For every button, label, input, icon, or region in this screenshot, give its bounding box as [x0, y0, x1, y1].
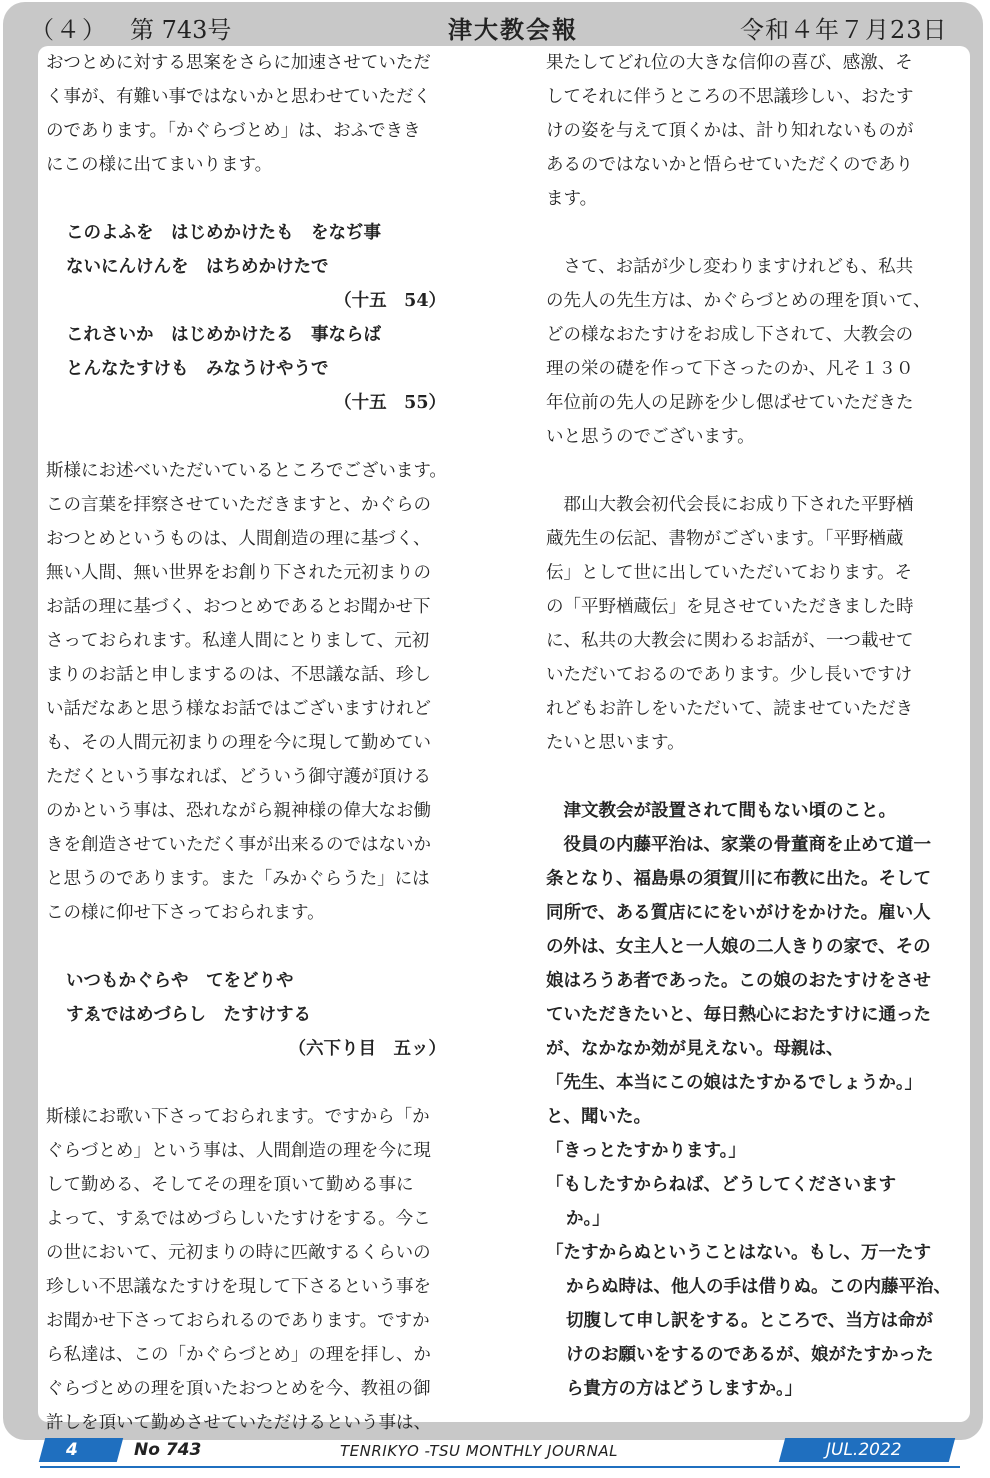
- quoted-text-line: けのお願いをするのであるが、娘がたすかった: [566, 1345, 934, 1365]
- paragraph-spacer: [546, 760, 966, 794]
- text-line: と思うのであります。また「みかぐらうた」には: [46, 869, 430, 889]
- text-line: のかという事は、恐れながら親神様の偉大なお働: [46, 801, 431, 821]
- footer-rule: [40, 1466, 960, 1468]
- verse-line: すゑではめづらし たすけする: [66, 1005, 311, 1025]
- quoted-text-line: 条となり、福島県の須賀川に布教に出た。そして: [546, 869, 931, 889]
- text-line: のであります。「かぐらづとめ」は、おふできき: [46, 121, 421, 141]
- verse-reference: （十五 54）: [334, 291, 446, 311]
- text-line: ただくという事なれば、どういう御守護が頂ける: [46, 767, 431, 787]
- paragraph-spacer: [46, 930, 476, 964]
- quoted-text-line: 役員の内藤平治は、家業の骨董商を止めて道一: [546, 835, 931, 855]
- text-line: さっておられます。私達人間にとりまして、元初: [46, 631, 430, 651]
- quoted-text-line: からぬ時は、他人の手は借りぬ。この内藤平治、: [566, 1277, 951, 1297]
- text-line: 無い人間、無い世界をお創り下された元初まりの: [46, 563, 431, 583]
- footer-journal-name: TENRIKYO -TSU MONTHLY JOURNAL: [340, 1442, 619, 1460]
- verse-line: このよふを はじめかけたも をなぢ事: [66, 223, 381, 243]
- text-line: さて、お話が少し変わりますけれども、私共: [546, 257, 914, 277]
- header-issue-number: 第 743号: [130, 16, 232, 44]
- text-line: 斯様にお歌い下さっておられます。ですから「か: [46, 1107, 430, 1127]
- text-line: この言葉を拝察させていただきますと、かぐらの: [46, 495, 431, 515]
- footer-date: JUL.2022: [826, 1440, 902, 1460]
- text-line: どの様なおたすけをお成し下されて、大教会の: [546, 325, 914, 345]
- text-line: ます。: [546, 189, 598, 209]
- quoted-text-line: 同所で、ある質店ににをいがけをかけた。雇い人: [546, 903, 931, 923]
- verse-line: いつもかぐらや てをどりや: [66, 971, 294, 991]
- text-line: 斯様にお述べいただいているところでございます。: [46, 461, 447, 481]
- text-line: おつとめに対する思案をさらに加速させていただ: [46, 53, 431, 73]
- text-line: く事が、有難い事ではないかと思わせていただく: [46, 87, 431, 107]
- quoted-text-line: ていただきたいと、毎日熱心におたすけに通った: [546, 1005, 931, 1025]
- text-line: してそれに伴うところの不思議珍しい、おたす: [546, 87, 914, 107]
- text-line: お聞かせ下さっておられるのであります。ですか: [46, 1311, 430, 1331]
- text-line: 理の栄の礎を作って下さったのか、凡そ１３０: [546, 359, 914, 379]
- verse-line: とんなたすけも みなうけやうで: [66, 359, 329, 379]
- text-line: いと思うのでございます。: [546, 427, 755, 447]
- quoted-text-line: か。」: [566, 1209, 610, 1229]
- page-footer: [0, 1436, 990, 1466]
- quoted-text-line: ら貴方の方はどうしますか。」: [566, 1379, 803, 1399]
- verse-line: これさいか はじめかけたる 事ならば: [66, 325, 381, 345]
- footer-issue-number: No 743: [134, 1440, 202, 1460]
- text-line: にこの様に出てまいります。: [46, 155, 273, 175]
- text-line: ぐらづとめ」という事は、人間創造の理を今に現: [46, 1141, 431, 1161]
- left-text-column: [46, 46, 476, 1440]
- text-line: の先人の先生方は、かぐらづとめの理を頂いて、: [546, 291, 931, 311]
- right-text-column: [546, 46, 966, 1406]
- text-line: して勤める、そしてその理を頂いて勤める事に: [46, 1175, 414, 1195]
- quoted-text-line: 娘はろうあ者であった。この娘のおたすけをさせ: [546, 971, 931, 991]
- text-line: おつとめというものは、人間創造の理に基づく、: [46, 529, 431, 549]
- paragraph-spacer: [546, 454, 966, 488]
- quoted-text-line: 「もしたすからねば、どうしてくださいます: [546, 1175, 896, 1195]
- paragraph-spacer: [46, 420, 476, 454]
- text-line: に、私共の大教会に関わるお話が、一つ載せて: [546, 631, 914, 651]
- text-line: 蔵先生の伝記、書物がございます。「平野楢蔵: [546, 529, 904, 549]
- text-line: 伝」として世に出していただいております。そ: [546, 563, 913, 583]
- text-line: の「平野楢蔵伝」を見させていただきました時: [546, 597, 914, 617]
- quoted-text-line: と、聞いた。: [546, 1107, 651, 1127]
- text-line: けの姿を与えて頂くかは、計り知れないものが: [546, 121, 914, 141]
- verse-line: ないにんけんを はちめかけたで: [66, 257, 329, 277]
- verse-reference: （十五 55）: [334, 393, 446, 413]
- text-line: まりのお話と申しまするのは、不思議な話、珍し: [46, 665, 431, 685]
- quoted-text-line: 「たすからぬということはない。もし、万一たす: [546, 1243, 931, 1263]
- text-line: 珍しい不思議なたすけを現して下さるという事を: [46, 1277, 431, 1297]
- text-line: きを創造させていただく事が出来るのではないか: [46, 835, 431, 855]
- quoted-text-line: 「先生、本当にこの娘はたすかるでしょうか。」: [546, 1073, 923, 1093]
- quoted-text-line: が、なかなか効が見えない。母親は、: [546, 1039, 844, 1059]
- quoted-text-line: 「きっとたすかります。」: [546, 1141, 746, 1161]
- page-header: [0, 0, 990, 50]
- quoted-text-line: 切腹して申し訳をする。ところで、当方は命が: [566, 1311, 933, 1331]
- header-date: 令和４年７月23日: [740, 16, 948, 44]
- paragraph-spacer: [546, 216, 966, 250]
- text-line: の世において、元初まりの時に匹敵するくらいの: [46, 1243, 431, 1263]
- text-line: も、その人間元初まりの理を今に現して勤めてい: [46, 733, 431, 753]
- footer-page-number: 4: [66, 1440, 78, 1460]
- text-line: 果たしてどれ位の大きな信仰の喜び、感激、そ: [546, 53, 913, 73]
- text-line: たいと思います。: [546, 733, 685, 753]
- text-line: いただいておるのであります。少し長いですけ: [546, 665, 913, 685]
- quoted-text-line: の外は、女主人と一人娘の二人きりの家で、その: [546, 937, 931, 957]
- text-line: れどもお許しをいただいて、読ませていただき: [546, 699, 914, 719]
- paragraph-spacer: [46, 1066, 476, 1100]
- text-line: この様に仰せ下さっておられます。: [46, 903, 325, 923]
- text-line: よって、すゑではめづらしいたすけをする。今こ: [46, 1209, 431, 1229]
- text-line: 年位前の先人の足跡を少し偲ばせていただきた: [546, 393, 914, 413]
- text-line: ら私達は、この「かぐらづとめ」の理を拝し、か: [46, 1345, 431, 1365]
- verse-reference: （六下り目 五ッ）: [288, 1039, 446, 1059]
- header-newsletter-title: 津大教会報: [448, 15, 578, 44]
- text-line: あるのではないかと悟らせていただくのであり: [546, 155, 913, 175]
- paragraph-spacer: [46, 182, 476, 216]
- text-line: ぐらづとめの理を頂いたおつとめを今、教祖の御: [46, 1379, 431, 1399]
- text-line: 許しを頂いて勤めさせていただけるという事は、: [46, 1413, 431, 1433]
- text-line: い話だなあと思う様なお話ではございますけれど: [46, 699, 431, 719]
- quoted-text-line: 津文教会が設置されて間もない頃のこと。: [546, 801, 896, 821]
- text-line: 郡山大教会初代会長にお成り下された平野楢: [546, 495, 914, 515]
- header-page-number: （４）: [30, 16, 108, 44]
- footer-page-badge: [39, 1438, 123, 1462]
- text-line: お話の理に基づく、おつとめであるとお聞かせ下: [46, 597, 431, 617]
